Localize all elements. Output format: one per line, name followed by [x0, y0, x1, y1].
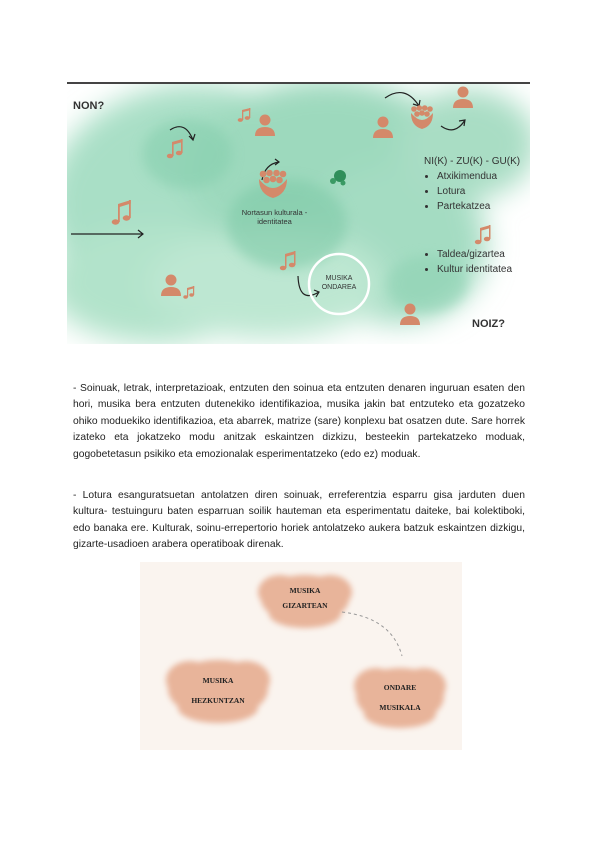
paragraph-1: - Soinuak, letrak, interpretazioak, entzuten den soinua eta entzuten denaren inguruan esaten den hori, musika bera entzuten dutenekiko identifikazioa, musika jakin bat entzuteko eta gozatzeko ohiko moduekiko identifikazioa, eta abarrek, matrize (sare) konplexu bat osatzen dute. Sare horrek izateko eta jokatzeko modu anitzak eskaintzen dizkizu, besteekin partekatzeko moduak, gogobetetasun psikiko eta emozionalak esperimentatzeko (edo ez) moduak.: [73, 383, 525, 460]
list-item: • Kultur identitatea: [437, 262, 530, 277]
axis-label-when: NOIZ?: [472, 318, 505, 330]
paragraph-2: - Lotura esanguratsuetan antolatzen diren soinuak, erreferentzia esparru gisa jarduten duen kultura- testuinguru baten esparruan soilik hauteman eta esperimentatu daiteke, bai kolektiboki, edo banaka ere. Kulturak, soinu-errepertorio horiek antolatzeko aukera batzuk eskaintzen dizkigu, gizarte-usadioen arabera operatiboak direnak.: [73, 490, 525, 551]
cloud-label-heritage: ONDARE MUSIKALA: [379, 683, 421, 712]
community-list: [424, 247, 530, 277]
axis-label-where: NON?: [73, 100, 105, 112]
cloud-label-education: MUSIKA HEZKUNTZAN: [191, 676, 245, 705]
list-item: • Partekatzea: [437, 199, 530, 214]
relation-list-heading: NI(K) - ZU(K) - GU(K): [424, 156, 521, 167]
dashed-connector: [342, 612, 402, 656]
cloud-label-society: MUSIKA GIZARTEAN: [282, 586, 328, 610]
identity-diagram: [67, 84, 530, 344]
relation-list: [424, 154, 530, 214]
heritage-label: MUSIKA ONDAREA: [321, 275, 357, 291]
list-item: • Lotura: [437, 184, 530, 199]
music-domains-diagram: [140, 562, 462, 750]
list-item: • Taldea/gizartea: [437, 247, 530, 262]
cultural-identity-label: Nortasun kulturala - identitatea: [241, 208, 308, 226]
list-item: • Atxikimendua: [437, 169, 530, 184]
